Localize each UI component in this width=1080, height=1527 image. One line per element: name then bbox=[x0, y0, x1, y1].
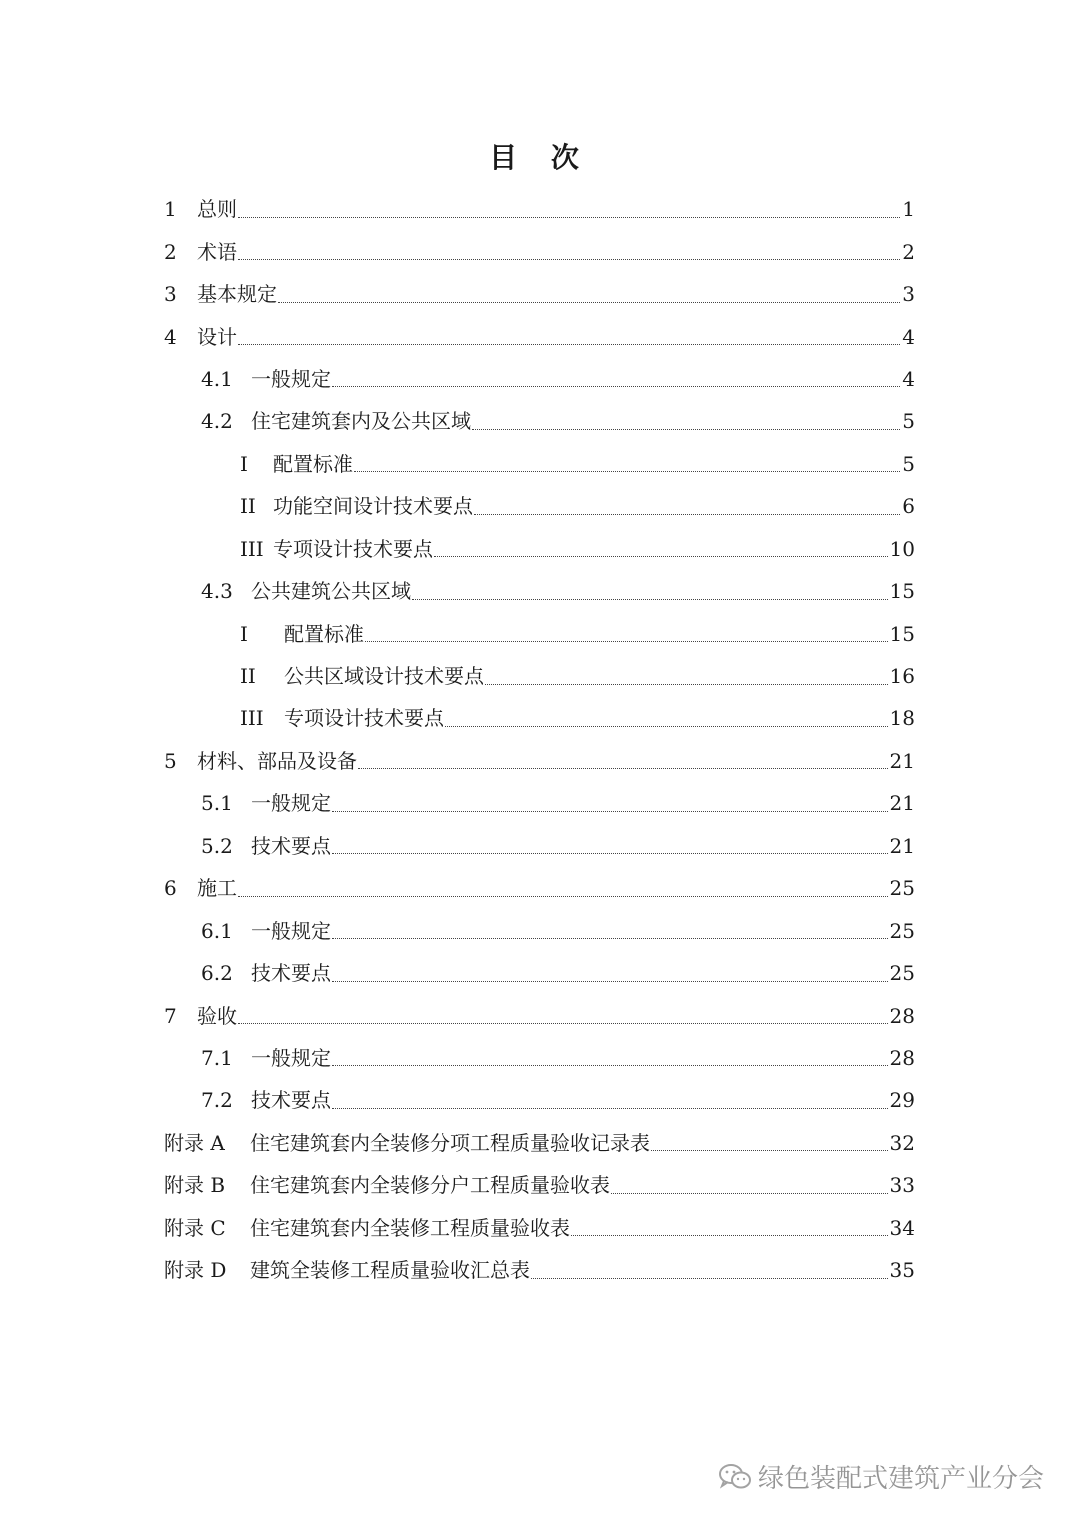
table-of-contents bbox=[0, 188, 1080, 1291]
toc-entry-label: 验收 bbox=[197, 1003, 237, 1028]
toc-entry-page: 25 bbox=[889, 961, 915, 986]
toc-leader-dots bbox=[365, 641, 888, 642]
toc-entry[interactable] bbox=[0, 1207, 1080, 1249]
toc-entry-number: 附录 C bbox=[164, 1215, 226, 1240]
toc-entry-page: 10 bbox=[889, 536, 915, 561]
toc-entry-label: 专项设计技术要点 bbox=[284, 706, 444, 731]
toc-entry-number: I bbox=[240, 621, 248, 646]
toc-entry[interactable] bbox=[0, 825, 1080, 867]
toc-leader-dots bbox=[238, 896, 888, 897]
toc-leader-dots bbox=[474, 514, 900, 515]
toc-entry-label: 住宅建筑套内全装修分户工程质量验收表 bbox=[250, 1173, 610, 1198]
toc-entry-label: 设计 bbox=[197, 324, 237, 349]
toc-leader-dots bbox=[332, 981, 888, 982]
toc-leader-dots bbox=[332, 938, 888, 939]
toc-entry-number: 4 bbox=[164, 324, 177, 349]
toc-entry-page: 3 bbox=[902, 282, 915, 307]
toc-entry-label: 施工 bbox=[197, 876, 237, 901]
toc-leader-dots bbox=[651, 1150, 888, 1151]
toc-entry[interactable] bbox=[0, 1037, 1080, 1079]
toc-entry-label: 建筑全装修工程质量验收汇总表 bbox=[250, 1258, 530, 1283]
toc-leader-dots bbox=[354, 471, 900, 472]
toc-entry-number: 附录 A bbox=[164, 1130, 225, 1155]
toc-entry-page: 25 bbox=[889, 876, 915, 901]
toc-entry-page: 29 bbox=[889, 1088, 915, 1113]
toc-entry-page: 32 bbox=[889, 1130, 915, 1155]
toc-entry-number: 4.1 bbox=[201, 366, 233, 391]
toc-leader-dots bbox=[485, 684, 888, 685]
toc-entry-number: 附录 B bbox=[164, 1173, 226, 1198]
toc-entry-label: 一般规定 bbox=[251, 366, 331, 391]
toc-entry-number: 附录 D bbox=[164, 1258, 227, 1283]
toc-entry-page: 15 bbox=[889, 579, 915, 604]
toc-entry-label: 技术要点 bbox=[251, 1088, 331, 1113]
toc-entry[interactable] bbox=[0, 952, 1080, 994]
toc-entry-number: III bbox=[240, 706, 264, 731]
toc-entry[interactable] bbox=[0, 443, 1080, 485]
toc-entry[interactable] bbox=[0, 400, 1080, 442]
toc-entry-label: 住宅建筑套内及公共区域 bbox=[251, 409, 471, 434]
toc-entry[interactable] bbox=[0, 1249, 1080, 1291]
toc-entry-number: 5.1 bbox=[201, 791, 233, 816]
toc-entry[interactable] bbox=[0, 273, 1080, 315]
toc-leader-dots bbox=[531, 1278, 888, 1279]
toc-entry[interactable] bbox=[0, 570, 1080, 612]
toc-entry-page: 5 bbox=[902, 409, 915, 434]
toc-entry-label: 功能空间设计技术要点 bbox=[273, 494, 473, 519]
toc-entry-page: 21 bbox=[889, 748, 915, 773]
toc-leader-dots bbox=[238, 344, 900, 345]
toc-leader-dots bbox=[358, 768, 888, 769]
toc-entry-label: 住宅建筑套内全装修分项工程质量验收记录表 bbox=[250, 1130, 650, 1155]
toc-entry-number: 4.2 bbox=[201, 409, 233, 434]
toc-entry-page: 21 bbox=[889, 791, 915, 816]
toc-entry-label: 技术要点 bbox=[251, 833, 331, 858]
toc-leader-dots bbox=[434, 556, 888, 557]
toc-entry-number: 5 bbox=[164, 748, 177, 773]
toc-leader-dots bbox=[332, 1108, 888, 1109]
toc-entry-label: 公共建筑公共区域 bbox=[251, 579, 411, 604]
toc-leader-dots bbox=[412, 599, 888, 600]
toc-entry-page: 4 bbox=[902, 366, 915, 391]
toc-entry-label: 技术要点 bbox=[251, 961, 331, 986]
toc-entry-number: 6.2 bbox=[201, 961, 233, 986]
toc-entry-page: 5 bbox=[902, 451, 915, 476]
toc-entry-label: 一般规定 bbox=[251, 791, 331, 816]
toc-entry-number: 7.2 bbox=[201, 1088, 233, 1113]
toc-entry[interactable] bbox=[0, 867, 1080, 909]
toc-entry-number: 6.1 bbox=[201, 918, 233, 943]
toc-entry-page: 15 bbox=[889, 621, 915, 646]
toc-leader-dots bbox=[332, 811, 888, 812]
toc-leader-dots bbox=[611, 1193, 888, 1194]
toc-entry-page: 6 bbox=[902, 494, 915, 519]
toc-entry-number: 6 bbox=[164, 876, 177, 901]
toc-entry-number: 2 bbox=[164, 239, 177, 264]
toc-entry-number: 1 bbox=[164, 197, 177, 222]
toc-entry-page: 25 bbox=[889, 918, 915, 943]
toc-entry[interactable] bbox=[0, 612, 1080, 654]
toc-entry-number: II bbox=[240, 494, 256, 519]
toc-entry[interactable] bbox=[0, 188, 1080, 230]
toc-leader-dots bbox=[571, 1235, 888, 1236]
toc-leader-dots bbox=[238, 1023, 888, 1024]
toc-leader-dots bbox=[332, 1065, 888, 1066]
toc-entry-number: III bbox=[240, 536, 264, 561]
toc-entry[interactable] bbox=[0, 1079, 1080, 1121]
toc-entry[interactable] bbox=[0, 358, 1080, 400]
toc-entry-number: 4.3 bbox=[201, 579, 233, 604]
toc-entry[interactable] bbox=[0, 782, 1080, 824]
toc-entry-label: 配置标准 bbox=[284, 621, 364, 646]
toc-entry-number: 7.1 bbox=[201, 1045, 233, 1070]
toc-entry-page: 21 bbox=[889, 833, 915, 858]
toc-entry-page: 34 bbox=[889, 1215, 915, 1240]
toc-leader-dots bbox=[332, 386, 900, 387]
toc-leader-dots bbox=[238, 259, 900, 260]
toc-entry-label: 专项设计技术要点 bbox=[273, 536, 433, 561]
toc-entry-label: 配置标准 bbox=[273, 451, 353, 476]
toc-entry[interactable] bbox=[0, 994, 1080, 1036]
toc-entry-number: I bbox=[240, 451, 248, 476]
toc-leader-dots bbox=[445, 726, 888, 727]
toc-entry-page: 35 bbox=[889, 1258, 915, 1283]
toc-entry[interactable] bbox=[0, 315, 1080, 357]
toc-entry[interactable] bbox=[0, 1122, 1080, 1164]
toc-entry[interactable] bbox=[0, 655, 1080, 697]
toc-leader-dots bbox=[332, 853, 888, 854]
toc-entry[interactable] bbox=[0, 230, 1080, 272]
toc-entry-label: 总则 bbox=[197, 197, 237, 222]
toc-entry-number: II bbox=[240, 664, 256, 689]
toc-leader-dots bbox=[238, 217, 900, 218]
toc-entry-label: 基本规定 bbox=[197, 282, 277, 307]
toc-entry-page: 4 bbox=[902, 324, 915, 349]
toc-entry[interactable] bbox=[0, 1164, 1080, 1206]
toc-entry-label: 一般规定 bbox=[251, 918, 331, 943]
toc-entry-number: 7 bbox=[164, 1003, 177, 1028]
watermark-text: 绿色装配式建筑产业分会 bbox=[757, 1464, 1044, 1494]
watermark bbox=[718, 1458, 1044, 1495]
toc-entry-page: 28 bbox=[889, 1003, 915, 1028]
toc-entry[interactable] bbox=[0, 528, 1080, 570]
toc-entry-page: 33 bbox=[889, 1173, 915, 1198]
wechat-icon bbox=[718, 1462, 752, 1492]
toc-entry-label: 公共区域设计技术要点 bbox=[284, 664, 484, 689]
toc-entry-label: 住宅建筑套内全装修工程质量验收表 bbox=[250, 1215, 570, 1240]
toc-leader-dots bbox=[472, 429, 900, 430]
toc-entry-label: 术语 bbox=[197, 239, 237, 264]
toc-entry-page: 2 bbox=[902, 239, 915, 264]
toc-entry-number: 3 bbox=[164, 282, 177, 307]
toc-leader-dots bbox=[278, 302, 900, 303]
toc-entry[interactable] bbox=[0, 740, 1080, 782]
toc-entry-page: 1 bbox=[902, 197, 915, 222]
toc-entry-page: 16 bbox=[889, 664, 915, 689]
toc-entry-page: 28 bbox=[889, 1045, 915, 1070]
toc-entry[interactable] bbox=[0, 697, 1080, 739]
toc-entry-number: 5.2 bbox=[201, 833, 233, 858]
page-title: 目 次 bbox=[489, 141, 591, 174]
toc-entry-page: 18 bbox=[889, 706, 915, 731]
toc-entry-label: 材料、部品及设备 bbox=[197, 748, 357, 773]
toc-entry[interactable] bbox=[0, 485, 1080, 527]
toc-entry-label: 一般规定 bbox=[251, 1045, 331, 1070]
toc-entry[interactable] bbox=[0, 909, 1080, 951]
